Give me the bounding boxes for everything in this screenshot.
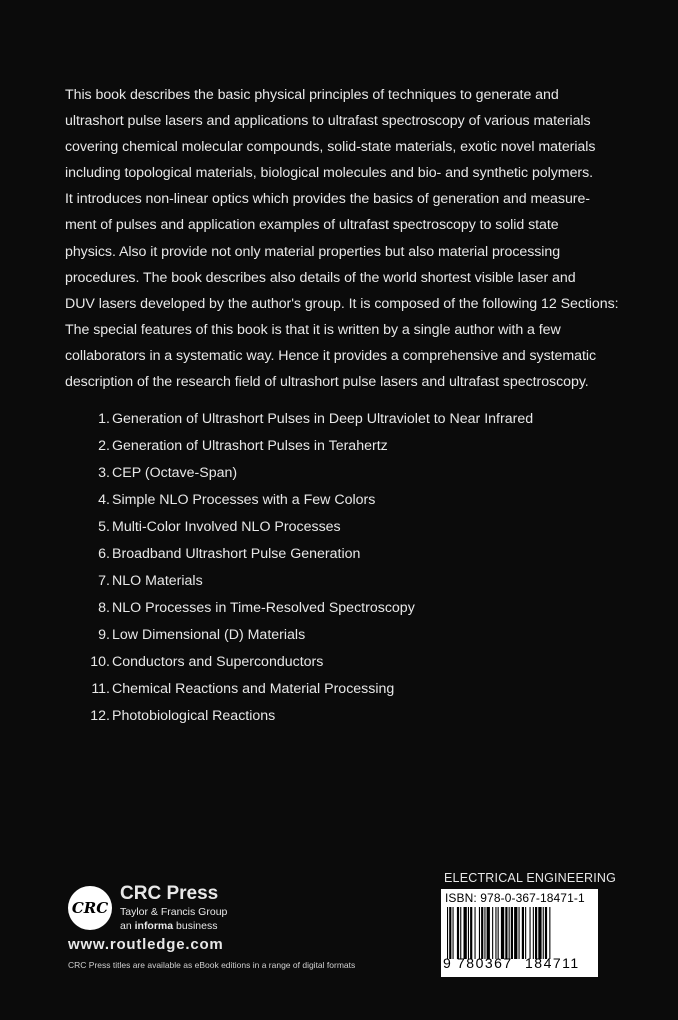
section-item <box>80 514 533 541</box>
publisher-group: Taylor & Francis Group <box>120 906 228 918</box>
isbn-label: ISBN: 978-0-367-18471-1 <box>445 891 585 905</box>
section-title: Multi-Color Involved NLO Processes <box>112 519 341 535</box>
section-title: Simple NLO Processes with a Few Colors <box>112 492 376 508</box>
section-title: CEP (Octave-Span) <box>112 465 238 481</box>
publisher-business: an informa business <box>120 920 218 932</box>
section-title: Conductors and Superconductors <box>112 654 324 670</box>
section-number: 5. <box>98 519 110 535</box>
description-line: DUV lasers developed by the author's group. It is composed of the following 12 Sections: <box>65 295 619 312</box>
section-item <box>80 649 533 676</box>
description-line: It introduces non-linear optics which provides the basics of generation and measure- <box>65 191 590 208</box>
description-line: description of the research field of ultrashort pulse lasers and ultrafast spectroscopy. <box>65 374 589 391</box>
section-number: 3. <box>98 465 110 481</box>
description-line: procedures. The book describes also details of the world shortest visible laser and <box>65 269 576 286</box>
section-number: 6. <box>98 546 110 562</box>
book-description <box>65 82 619 395</box>
subject-category: ELECTRICAL ENGINEERING <box>444 871 617 885</box>
description-line: including topological materials, biological molecules and bio- and synthetic polymers. <box>65 165 594 182</box>
description-line: ment of pulses and application examples of ultrafast spectroscopy to solid state <box>65 217 559 234</box>
section-item <box>80 595 533 622</box>
section-item <box>80 433 533 460</box>
section-item <box>80 460 533 487</box>
publisher-block <box>68 880 368 980</box>
section-number: 12. <box>90 708 110 724</box>
isbn-barcode: ISBN: 978-0-367-18471-1 9 780367 184711 <box>441 889 598 977</box>
description-line: The special features of this book is that it is written by a single author with a few <box>65 321 561 338</box>
description-line: This book describes the basic physical principles of techniques to generate and <box>65 87 559 103</box>
section-number: 2. <box>98 438 110 454</box>
section-title: Generation of Ultrashort Pulses in Deep Ultraviolet to Near Infrared <box>112 411 534 427</box>
section-title: Photobiological Reactions <box>112 708 276 724</box>
publisher-url[interactable]: www.routledge.com <box>68 936 224 953</box>
section-number: 11. <box>91 681 110 697</box>
section-item <box>80 487 533 514</box>
section-list <box>80 406 533 730</box>
section-title: NLO Processes in Time-Resolved Spectroscopy <box>112 600 415 616</box>
section-title: Generation of Ultrashort Pulses in Terahertz <box>112 438 388 454</box>
section-number: 9. <box>98 627 110 643</box>
section-item <box>80 703 533 730</box>
description-line: covering chemical molecular compounds, solid-state materials, exotic novel materials <box>65 139 596 156</box>
section-item <box>80 568 533 595</box>
section-title: Low Dimensional (D) Materials <box>112 627 306 643</box>
section-number: 7. <box>98 573 110 589</box>
description-line: ultrashort pulse lasers and applications to ultrafast spectroscopy of various materials <box>65 113 591 130</box>
section-number: 4. <box>98 492 110 508</box>
ebook-note: CRC Press titles are available as eBook editions in a range of digital formats <box>68 960 356 970</box>
section-item <box>80 406 533 433</box>
barcode-bars <box>447 907 592 959</box>
section-item <box>80 541 533 568</box>
crc-logo-icon: CRC <box>68 886 112 930</box>
section-item <box>80 676 533 703</box>
section-title: Broadband Ultrashort Pulse Generation <box>112 546 361 562</box>
description-line: collaborators in a systematic way. Hence it provides a comprehensive and systematic <box>65 347 597 364</box>
section-title: NLO Materials <box>112 573 203 589</box>
section-title: Chemical Reactions and Material Processing <box>112 681 395 697</box>
section-number: 1. <box>98 411 110 427</box>
section-number: 8. <box>98 600 110 616</box>
section-number: 10. <box>90 654 110 670</box>
publisher-name: CRC Press <box>120 883 219 904</box>
description-line: physics. Also it provide not only material properties but also material processing <box>65 243 561 260</box>
section-item <box>80 622 533 649</box>
